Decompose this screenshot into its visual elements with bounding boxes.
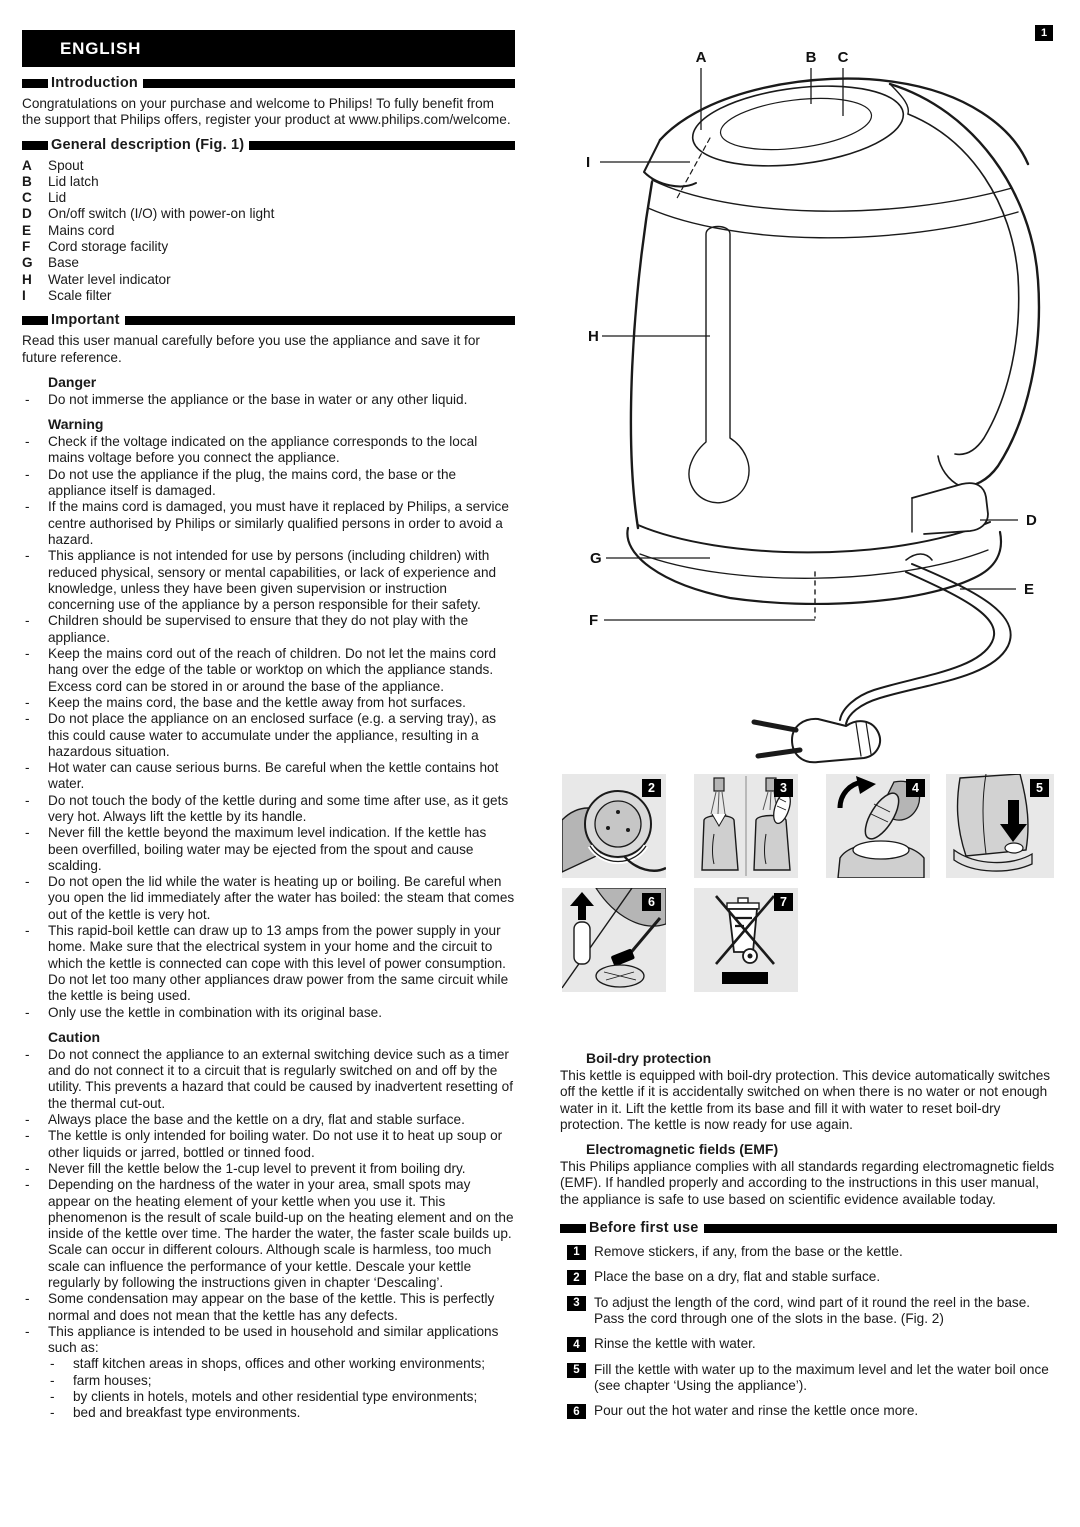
bullet-item: - This appliance is intended to be used in household and similar applications such as: — [22, 1324, 515, 1357]
step-number-badge: 5 — [567, 1363, 586, 1378]
figure-label-c: C — [837, 49, 849, 66]
emf-paragraph: This Philips appliance complies with all standards regarding electromagnetic fields (EMF). If handled properly and according to the instructions in this user manual, the appliance is safe to use based on scientific evidence available today. — [560, 1159, 1055, 1207]
section-heading-label: General description (Fig. 1) — [51, 136, 245, 153]
part-label: Base — [48, 255, 79, 271]
pictogram-number: 5 — [1030, 779, 1049, 797]
bullet-item: - Depending on the hardness of the water in your area, small spots may appear on the heating element of your kettle when you use it. This phenomenon is the result of scale build-up on the heating element and on the inside of the kettle over time. The harder the water, the faster scale builds up. Scale can occur in different colours. Although scale is harmless, too much scale can influence the performance of your kettle. Descale your kettle regularly by following the instructions given in chapter ‘Descaling’. — [22, 1177, 515, 1291]
part-key: E — [22, 222, 32, 238]
part-label: Spout — [48, 157, 84, 173]
pictogram-weee-disposal — [694, 888, 798, 992]
parts-list-item — [22, 158, 515, 174]
step-item: 4 Rinse the kettle with water. — [560, 1336, 1057, 1352]
pictogram-open-lid — [826, 774, 930, 878]
bullet-item: - Do not place the appliance on an enclosed surface (e.g. a serving tray), as this could cause water to accumulate under the appliance, resulting in a hazardous situation. — [22, 711, 515, 760]
bullet-item: - Do not immerse the appliance or the base in water or any other liquid. — [22, 392, 515, 408]
heading-bar-marker — [22, 79, 48, 88]
parts-list-item — [22, 255, 515, 271]
bullet-item: - Do not open the lid while the water is heating up or boiling. Be careful when you open the lid immediately after the water has boiled: the steam that comes out of the kettle is very hot. — [22, 874, 515, 923]
section-heading-label: Introduction — [51, 75, 138, 91]
bullet-item: - Check if the voltage indicated on the appliance corresponds to the local mains voltage before you connect the appliance. — [22, 434, 515, 467]
heading-bar-fill — [125, 316, 515, 325]
heading-bar-fill — [143, 79, 515, 88]
pictogram-rinse-kettle — [694, 774, 798, 878]
parts-list-item — [22, 288, 515, 304]
caution-subheading: Caution — [48, 1028, 101, 1045]
step-item: 6 Pour out the hot water and rinse the kettle once more. — [560, 1403, 1057, 1419]
part-label: On/off switch (I/O) with power-on light — [48, 206, 275, 222]
part-key: H — [22, 271, 32, 287]
parts-list-item — [22, 174, 515, 190]
sub-bullet-item: - farm houses; — [22, 1373, 515, 1389]
boil-dry-subheading: Boil-dry protection — [586, 1050, 712, 1066]
bullet-item: - Some condensation may appear on the base of the kettle. This is perfectly normal and does not mean that the kettle has any defects. — [22, 1291, 515, 1324]
figure-label-b: B — [805, 49, 817, 66]
sub-bullet-item: - staff kitchen areas in shops, offices and other working environments; — [22, 1356, 515, 1372]
bullet-item: - Hot water can cause serious burns. Be careful when the kettle contains hot water. — [22, 760, 515, 793]
bullet-item: - Keep the mains cord out of the reach of children. Do not let the mains cord hang over the edge of the table or worktop on which the appliance stands. Excess cord can be stored in or around the base of the appliance. — [22, 646, 515, 695]
bullet-item: - This appliance is not intended for use by persons (including children) with reduced physical, sensory or mental capabilities, or lack of experience and knowledge, unless they have been given supervision or instruction concerning use of the appliance by a person responsible for their safety. — [22, 548, 515, 613]
part-label: Lid — [48, 190, 67, 206]
part-label: Scale filter — [48, 287, 112, 303]
figure-label-f: F — [589, 612, 599, 629]
figure-label-i: I — [586, 154, 591, 171]
pictogram-number: 2 — [642, 779, 661, 797]
part-key: A — [22, 157, 32, 173]
part-label: Cord storage facility — [48, 239, 169, 255]
pictogram-number: 7 — [774, 893, 793, 911]
bullet-item: - Never fill the kettle below the 1-cup level to prevent it from boiling dry. — [22, 1161, 515, 1177]
part-key: C — [22, 190, 32, 206]
parts-list-item — [22, 223, 515, 239]
pictogram-clean-filter — [562, 888, 666, 992]
bullet-item: - Never fill the kettle beyond the maximum level indication. If the kettle has been overfilled, boiling water may be ejected from the spout and cause scalding. — [22, 825, 515, 874]
step-number-badge: 2 — [567, 1270, 586, 1285]
figure-label-e: E — [1024, 581, 1035, 598]
section-heading-important — [22, 313, 515, 328]
bullet-item: - If the mains cord is damaged, you must have it replaced by Philips, a service centre authorised by Philips or similarly qualified persons in order to avoid a hazard. — [22, 499, 515, 548]
step-number-badge: 4 — [567, 1337, 586, 1352]
pictogram-wind-cord — [562, 774, 666, 878]
heading-bar-fill — [249, 141, 515, 150]
step-number-badge: 3 — [567, 1296, 586, 1311]
part-label: Mains cord — [48, 222, 115, 238]
parts-list-item — [22, 239, 515, 255]
introduction-paragraph: Congratulations on your purchase and welcome to Philips! To fully benefit from the support that Philips offers, register your product at www.philips.com/welcome. — [22, 96, 511, 128]
section-heading-general-description — [22, 138, 515, 153]
part-label: Lid latch — [48, 173, 99, 189]
step-item: 5 Fill the kettle with water up to the maximum level and let the water boil once (see chapter ‘Using the appliance’). — [560, 1362, 1057, 1395]
heading-bar-marker — [560, 1224, 586, 1233]
figure-leader-lines — [600, 68, 1018, 620]
step-item: 3 To adjust the length of the cord, wind part of it round the reel in the base. Pass the cord through one of the slots in the base. (Fig. 2) — [560, 1295, 1057, 1328]
bullet-item: - Only use the kettle in combination with its original base. — [22, 1005, 515, 1021]
bullet-item: - Do not touch the body of the kettle during and some time after use, as it gets very hot. Always lift the kettle by its handle. — [22, 793, 515, 826]
bullet-item: - Always place the base and the kettle on a dry, flat and stable surface. — [22, 1112, 515, 1128]
parts-list — [22, 158, 515, 305]
instruction-pictograms — [560, 774, 1060, 992]
sub-bullet-item: - bed and breakfast type environments. — [22, 1405, 515, 1421]
part-key: D — [22, 206, 32, 222]
steps-list — [560, 1244, 1057, 1419]
bullet-item: - Do not use the appliance if the plug, the mains cord, the base or the appliance itself is damaged. — [22, 467, 515, 500]
parts-list-item — [22, 272, 515, 288]
bullet-item: - This rapid-boil kettle can draw up to 13 amps from the power supply in your home. Make sure that the electrical system in your home and the circuit to which the kettle is connected can cope with this level of power consumption. Do not let too many other appliances draw power from the same circuit while the kettle is being used. — [22, 923, 515, 1004]
parts-list-item — [22, 206, 515, 222]
pictogram-number: 6 — [642, 893, 661, 911]
boil-dry-paragraph: This kettle is equipped with boil-dry protection. This device automatically switches off the kettle if it is accidentally switched on when there is no water or not enough water in it. Lift the kettle from its base and fill it with water to reset boil-dry protection. The kettle is now ready for use again. — [560, 1068, 1051, 1132]
figure-label-a: A — [695, 49, 707, 66]
part-key: B — [22, 173, 32, 189]
figure-label-d: D — [1026, 512, 1037, 529]
step-item: 2 Place the base on a dry, flat and stable surface. — [560, 1269, 1057, 1285]
part-label: Water level indicator — [48, 271, 171, 287]
parts-list-item — [22, 190, 515, 206]
section-heading-label: Important — [51, 312, 120, 329]
heading-bar-marker — [22, 141, 48, 150]
section-heading-before-first-use — [560, 1221, 1057, 1236]
sub-bullet-item: - by clients in hotels, motels and other residential type environments; — [22, 1389, 515, 1405]
language-title-bar — [22, 30, 515, 67]
page-title: ENGLISH — [60, 38, 142, 58]
bullet-item: - Do not connect the appliance to an external switching device such as a timer and do not connect it to a circuit that is regularly switched on and off by the utility. This prevents a hazard that could be caused by inadvertent resetting of the thermal cut-out. — [22, 1047, 515, 1112]
warning-subheading: Warning — [48, 416, 104, 433]
step-number-badge: 1 — [567, 1245, 586, 1260]
right-column — [560, 1042, 1057, 1428]
step-number-badge: 6 — [567, 1404, 586, 1419]
pictogram-number: 3 — [774, 779, 793, 797]
step-item: 1 Remove stickers, if any, from the base or the kettle. — [560, 1244, 1057, 1260]
figure-label-g: G — [590, 550, 602, 567]
figure-number-badge: 1 — [1035, 25, 1053, 41]
heading-bar-marker — [22, 316, 48, 325]
left-column — [22, 30, 515, 1422]
important-intro-paragraph: Read this user manual carefully before you use the appliance and save it for future reference. — [22, 333, 480, 365]
section-heading-label: Before first use — [589, 1220, 699, 1237]
section-heading-introduction — [22, 76, 515, 91]
kettle-illustration — [560, 20, 1080, 772]
bullet-item: - Keep the mains cord, the base and the kettle away from hot surfaces. — [22, 695, 515, 711]
emf-subheading: Electromagnetic fields (EMF) — [586, 1141, 779, 1158]
bullet-item: - Children should be supervised to ensure that they do not play with the appliance. — [22, 613, 515, 646]
figure-label-h: H — [588, 328, 599, 345]
part-key: I — [22, 287, 26, 303]
kettle-figure — [560, 20, 1080, 772]
danger-subheading: Danger — [48, 373, 97, 390]
part-key: F — [22, 239, 31, 255]
pictogram-switch-on — [946, 774, 1054, 878]
part-key: G — [22, 255, 33, 271]
bullet-item: - The kettle is only intended for boiling water. Do not use it to heat up soup or other liquids or jarred, bottled or tinned food. — [22, 1128, 515, 1161]
pictogram-number: 4 — [906, 779, 925, 797]
heading-bar-fill — [704, 1224, 1057, 1233]
